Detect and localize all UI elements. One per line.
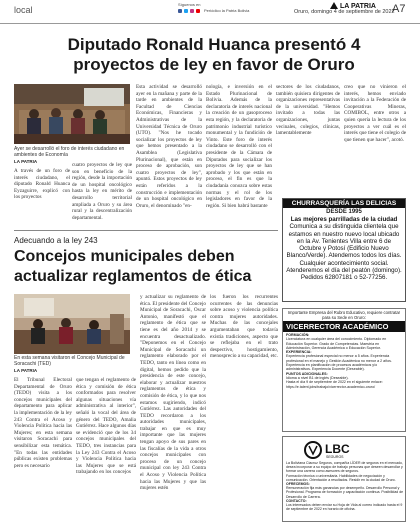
article1-photo-image	[14, 84, 130, 144]
twitter-icon	[184, 9, 188, 13]
article2-photo-caption	[14, 355, 134, 367]
lbc-contact: Los interesados deben enviar su Hoja de Vida al correo indicado hasta el 9 de septiembre de 2022 en horario de oficina.	[286, 503, 403, 512]
article2-col-4-text: los fueron los recurrentes ocurrentes de las denuncias sobre acoso y violencia política contra mujeres autoridades. Muchas de las concejales argumentaban que todavía existía tradiciones, aspecto que se reflejaba en el trato despectivo, hostigamiento, menosprecio a su capacidad, etc.	[210, 294, 278, 360]
vicerrector-body	[283, 333, 405, 389]
instagram-icon	[190, 9, 194, 13]
lbc-reqs: Formación técnica o universitaria. Habilidades de negociación y comunicación. Orientación a resultados. Residir en la ciudad de Oruro.	[286, 473, 396, 482]
article1-col-4	[206, 84, 272, 209]
vr-adicionales: Idioma a nivel B1 de inglés (Deseable).	[286, 375, 349, 380]
lbc-body	[286, 461, 404, 511]
article1-photo-caption	[14, 146, 134, 158]
article2-col-1	[14, 377, 72, 522]
article2-col-2	[76, 377, 136, 522]
churrasqueria-since: DESDE 1995	[326, 209, 362, 215]
vicerrector-intro: Importante Empresa del Rubro Educativo, requiere contratar para su Sede en Oruro:	[287, 310, 401, 320]
lbc-logo	[303, 441, 387, 459]
churrasqueria-text: Comunica a su distinguida clientela que estamos en nuestro nuevo local ubicado en la Av. Tenientes Villa entre 6 de Octubre y Potosí (Edificio Nuevo Blanco/Verde). Atendemos todos los días. Cualquier acontecimiento social. Atenderemos el día del peatón (domingo). Pedidos 62807181 o 52-77256.	[286, 223, 402, 282]
facebook-icon	[178, 9, 182, 13]
page-number: A7	[392, 3, 406, 15]
logo-text: LA PATRIA	[339, 3, 376, 10]
article1-col-5-text: sectores de los ciudadanos, también quisiera dirigentes de organizaciones representativas de la universidad. "Hemos invitado a todas las organizaciones, juntas vecinales, colegios, clínicas, lamentablemente	[276, 84, 340, 137]
caption-tail-2: (TED)	[37, 361, 51, 367]
lbc-offer-title: OFRECEMOS:	[286, 482, 310, 487]
article2-col-3	[140, 294, 206, 522]
lbc-ad	[282, 436, 406, 522]
page-header	[0, 0, 420, 24]
article1-col-2	[72, 162, 132, 221]
article2-col-4	[210, 294, 278, 414]
article1-photo	[14, 84, 130, 144]
newspaper-logo	[330, 2, 376, 10]
article2-photo	[14, 294, 130, 354]
vicerrector-heading: VICERRECTOR ACADÉMICO	[283, 321, 405, 332]
lbc-offer: Remuneración fija más ganancias por desempeño. Desarrollo Personal y Profesional. Programa de formación y capacitación continua. Posibilidad de Desarrollo de Carrera.	[286, 486, 404, 499]
article1-col-3	[136, 84, 202, 209]
churrasqueria-heading: CHURRASQUERÍA LAS DELICIAS	[283, 199, 405, 208]
youtube-icon	[196, 9, 200, 13]
article1-headline: Diputado Ronald Huanca presentó 4 proyectos de ley en favor de Oruro	[67, 35, 361, 74]
social-handle: Periódico la Patria Bolivia	[204, 8, 250, 13]
lbc-contact-title: CONTACTO:	[286, 498, 307, 503]
vr-link[interactable]: Hasta el día 9 de septiembre de 2022 en el siguiente enlace: https://e.talent.jobs/trabajo/vicerrector-academico-oruro/	[286, 380, 383, 389]
lbc-intro: La Boliviana Ciacruz Seguros, compañía LÍDER de seguros en el mercado, desea incorporar a su equipo de trabajo personas que deseen desarrollar y formar una carrera como asesores de seguros.	[286, 461, 403, 474]
lbc-logo-main: LBC	[325, 442, 350, 456]
issue-date: Oruro, domingo 4 de septiembre de 2022	[294, 9, 395, 15]
article1-col-5	[276, 84, 340, 192]
article2-kicker: Adecuando a la ley 243	[14, 236, 98, 245]
article1-col-1-text: A través de un foro de interés ciudadano, el diputado Ronald Huanca Eyzaguirre, explicó con los proyectos	[14, 168, 70, 201]
article1-credit: LA PATRIA	[14, 159, 38, 164]
article1-col-2-text: cuatro proyectos de ley que son en beneficio de la región, desde la importación de un hospital oncológico hasta la ley en mérito de desarrollo territorial ampliada a Oruro y su área rural y la descentralización departamental.	[72, 162, 132, 221]
vr-formacion: Licenciatura en cualquier área del conocimiento. Diplomado en Educación Superior. Grado de Competencias. Maestría en Administración, Gerencia Académica o Educación Superior.	[286, 337, 387, 350]
vr-formacion-title: FORMACIÓN:	[286, 333, 310, 337]
article2-headline: Concejos municipales deben actualizar reglamentos de ética	[14, 248, 252, 285]
follow-label: Síguenos en	[178, 2, 201, 7]
article1-col-3-text: Esta actividad se desarrolló ayer en la mañana y parte de la tarde en ambientes de la Facultad de Ciencias Económicas, Financieras y Administrativas de la Universidad Técnica de Oruro (UTO). "Nos he tocado socializar los proyectos de ley que hemos presentado a la Asamblea (Legislativa Plurinacional), que están en proceso de aprobación, son cuatro proyectos de ley", apuntó. Estos proyectos de ley están referidos a la construcción e implementación de un hospital oncológico en Oruro, el denominado "en-	[136, 84, 202, 209]
article2-col-1-text: El Tribunal Electoral Departamental de Oruro (TEDO) visita a los concejos municipales del departamento para aplicar la implementación de la ley 243 Contra el Acoso y Violencia Política hacia las Mujeres; en esta semana visitaron Soracachi para sensibilizar esta temática. "En todas las entidades públicas existen problemas pero es necesario	[14, 377, 72, 469]
vicerrector-ad	[282, 308, 406, 432]
article1-col-4-text: nología, e inversión en el Estado Plurinacional de Bolivia. Además de la declaratoria de interés nacional la creación de un gasoproceso esta región, y la declaratoria de patrimonio industrial turístico monumental y la fundición de Vinto. Este foro de interés ciudadano se desarrolló con el presidente de la Cámara de Diputados para socializar los proyectos de ley que se han aprobado y los que están en proceso, el fin es que la ciudadanía conozca sobre estas normas y el rol de los legisladores en favor de la región. Si bien habrá bastante	[206, 84, 272, 209]
churrasqueria-body	[283, 215, 405, 283]
churrasqueria-ad	[282, 198, 406, 302]
vr-experiencia: Experiencia profesional especial no menor a 5 años. Experiencia profesional en el manejo y Gestión Académica no menor a 2 años. Experiencia en planificación de procesos académicos y/o administrativos. Experiencia Docente (Deseable).	[286, 354, 392, 372]
article1-col-6-text: creo que no vinieron el interés, hemos enviado invitación a la Federación de Cooperativas Mineras, COMIBOL, entre otros a quien quería la lectura de los proyectos a ver cuál es el interés que tiene el colegio de que tienen que hacer", acotó.	[344, 84, 406, 143]
lbc-logo-sub: SEGUROS	[326, 455, 344, 459]
section-label: local	[14, 5, 33, 15]
article2-credit: LA PATRIA	[14, 368, 38, 373]
caption-text: Ayer se desarrolló el foro de interés ciudadano en ambientes de Economía	[14, 146, 125, 158]
article2-col-2-text: que tengan el reglamento de ética y comisión de ética conformados para resolver algunas situaciones vía administrativa al interior", señaló la vocal del área de género del TEDO, Amalia Gutiérrez. Hace algunos días se evidenció que de los 34 concejos municipales del TEDO, tres instancias para la Ley 243 Contra el Acoso y Violencia Política hacia las Mujeres que se está trabajando en los concejos	[76, 377, 136, 476]
churrasqueria-tagline: Las mejores parrilladas de la ciudad	[290, 216, 398, 223]
article2-col-3-text: y actualizar su reglamento de ética. El presidente del Concejo Municipal de Soracachi, Oscar Antonio, manifestó que el reglamento de ética que se tiene es del año 2014 y se encuentra desactualizado. "Deponemos en el Concejo Municipal de Soracachi un reglamento elaborado por el TEDO, tanto en línea como en digital, hemos pedido que la presidencia de este concejo, elaborar y actualizar nuestros reglamentos de ética y comisión de ética, y lo que nos estamos sugiriendo, indicó Gutiérrez. Las autoridades del TEDO recordaron a los autoridades municipales, trabajar en que es muy importante que las mujeres tengan apoyo de sus pares en las fiscalías de la vida a otros concejos municipales con proceso de un concejo municipal con ley 243 Contra el Acoso y Violencia Política hacia las Mujeres y que las mujeres estén	[140, 294, 206, 492]
article1-col-6	[344, 84, 406, 192]
article1-col-1	[14, 168, 70, 201]
section-divider	[14, 230, 278, 231]
logo-icon	[330, 2, 338, 9]
vr-experiencia-title: EXPERIENCIA:	[286, 350, 312, 355]
social-icons	[178, 8, 249, 13]
vr-adicionales-title: PUNTOS ADICIONALES:	[286, 371, 328, 376]
caption-text-2: En esta semana visitaron el Concejo Municipal de Soracachi	[14, 355, 125, 367]
article2-photo-image	[14, 294, 130, 354]
